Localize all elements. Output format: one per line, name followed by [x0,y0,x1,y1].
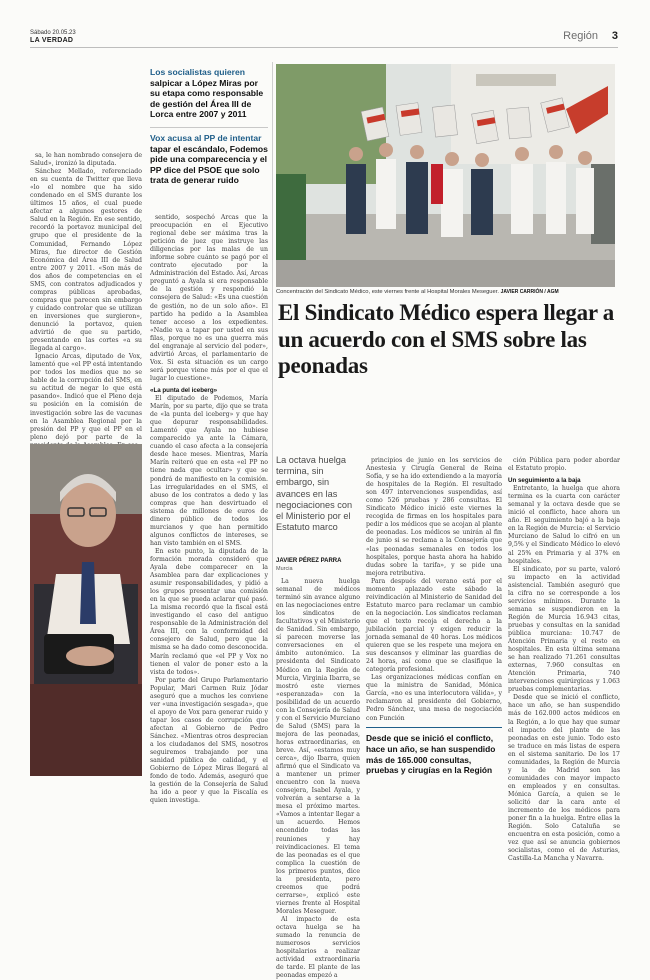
newspaper-brand: LA VERDAD [30,37,74,44]
paragraph: Sánchez Mellado, referenciado en su cuenta de Twitter que lleva «lo el nombre que ha sido condenado en el SMS durante los últimos 15 años, el cual puede afectar a algunos gestores de Salud en la Región. En ese sentido, recordó la portavoz municipal del grupo que el presidente de la Comunidad, Fernando López Miras, fue director de Gestión Económica del Área III de Salud entre 2007 y 2011. «Son más de dos años de competencias en el SMS, con contratos adjudicados y compras públicas aprobadas, compras que parecen sin embargo y cuidado controlar que se utilizan en inversiones que surgieron», denunció la portavoz, quien advirtió de que su partido, presentando en las cortes «a su llegada al cargo». [30,168,142,353]
sidebar-headline-vox: Vox acusa al PP de intentar tapar el escándalo, Fodemos pide una comparecencia y el PP dice del PSOE que solo trata de generar ruido [150,133,268,186]
page-number: 3 [611,30,618,42]
paragraph: La nueva huelga semanal de médicos terminó sin avance alguno en las negociaciones entre los sindicatos de facultativos y el Ministerio de Sanidad. Sin embargo, sí parecen moverse las conversaciones en el ámbito autonómico. La presidenta del Sindicato Médico en la Región de Murcia, Virginia Ibarra, se mostró este viernes «esperanzada» con la posibilidad de un acuerdo con la Consejería de Salud y con el Servicio Murciano de Salud (SMS) para la mejora de las peonadas, horas extraordinarias, en breve. Así, «estamos muy cerca», dijo Ibarra, quien afirmó que el Sindicato va a mantener un primer encuentro con la nueva consejera, Isabel Ayala, y volverán a sentarse a la mesa el próximo martes. «Vamos a intentar llegar a un acuerdo. Hemos encendido todas las reuniones y hay reivindicaciones. El tema de las peonadas es el que complica la cuestión de los primeros puntos, dice la presidenta, pero creemos que podrá cerrarse», explicó este viernes frente al Hospital Morales Meseguer. [276,578,360,915]
article-column-3 [508,457,620,863]
paragraph: Ignacio Arcas, diputado de Vox, lamentó que «el PP está intentando por todos los medios que no se hable de la corrupción del SMS, en su actitud de negar lo que está pasando». Indicó que el Pleno deja su posición en la comisión de investigación sobre las de vacunas en la Asamblea Regional por la presión del PP y que el PP en el pleno dejó por parte de la [30,353,142,441]
body-column-left-2 [150,214,268,844]
paragraph: Entretanto, la huelga que ahora termina es la cuarta con carácter semanal y la octava desde que se inició el conflicto, hace ahora un año. El seguimiento bajó a la baja en la Región de Murcia: el Servicio Murciano de Salud lo cifró en un 9,5% y el Sindicato Médico lo elevó al 25% en Primaria y al 37% en hospitales. [508,485,620,565]
body-column-left [30,152,142,441]
paragraph: El sindicato, por su parte, valoró su impacto en la actividad asistencial. También aseguró que la cifra no se corresponde a los servicios mínimos. Durante la semana se suspendieron en la Región de Murcia 16.943 citas, pruebas y consultas en la sanidad pública murciana: 10.747 de Atención Primaria y el resto en hospitales. En esta última semana se han realizado 71.261 consultas externas, 7.960 consultas en Atención Primaria, 740 intervenciones quirúrgicas y 1.063 pruebas complementarias. [508,565,620,694]
section-name: Región [563,30,598,42]
politician-photo [30,444,142,776]
paragraph: ción Pública para poder abordar el Estatuto propio. [508,457,620,473]
pullquote-rule [366,727,502,728]
article-column-1 [276,578,360,980]
article-lede: La octava huelga termina, sin embargo, sin avances en las negociaciones con el Ministerio por el Estatuto marco [276,455,353,533]
header-rule [30,47,618,48]
subheading: «La punta del iceberg» [150,386,218,394]
paragraph: Al impacto de esta octava huelga se ha sumado la renuncia de numerosos servicios hospitalarios a realizar actividad extraordinaria de tarde. El plante de las peonadas empezó a [276,915,360,980]
subheading: Un seguimiento a la baja [508,477,581,485]
edition-date: Sábado 20.05.23 [30,30,76,36]
column-separator [272,62,273,844]
paragraph: Por parte del Grupo Parlamentario Popular, Mari Carmen Ruiz Jódar aseguró que a muchos les conviene ver «una investigación sesgada», que el apoyo de Vox para generar ruido y tapar los casos de corrupción que afectan al Gobierno de Pedro Sánchez. «Mientras otros desprecian a los ciudadanos del SMS, nosotros seguiremos trabajando por una sanidad pública de calidad, y el Gobierno de López Miras llegará al fondo de todo. Además, aseguró que la gestión de la Consejería de Salud ha ido a peor y que la Fiscalía es quien investiga. [150,676,268,805]
paragraph: principios de junio en los servicios de Anestesia y Cirugía General de Reina Sofía, y se ha ido extendiendo a la mayoría de hospitales de la Región. El resultado son 497 intervenciones suspendidas, así como 526 pruebas y 286 consultas. El Sindicato Médico inició este viernes la recogida de firmas en los hospitales para pedir a los médicos que se acojan al plante de peonadas. Los médicos se unirán al fin de junio si se reclama a la Consejería que «las peonadas semanales en todos los hospitales, porque hasta ahora ha habido dudas sobre la tarifa», y se pide una mejora retributiva. [366,457,502,577]
paragraph: sa, le han nombrado consejera de Salud», ironizó la diputada. [30,152,142,168]
paragraph: sentido, sospechó Arcas que la preocupación en el Ejecutivo regional debe ser máxima tras la petición de juez que instruye las diligencias por las malas de un informe sobre cuánto se pagó por el contrato ejecutado por la Administración del Estado. Así, Arcas preguntó a Ayala si era responsable de la gestión y respondió la consejera de Salud: «Es una cuestión de gestión, no de un solo año». El partido ha pedido a la Asamblea tener acceso a los expedientes. «Nadie va a tapar por usted en sus filas, porque no es una guerra más del engranaje al servicio del poder», advirtió Arcas, el parlamentario de Vox. Si esta situación es un cargo será porque viene más por el que el lugar lo cuestione». [150,214,268,382]
article-place: Murcia [276,566,293,572]
paragraph: Las organizaciones médicas confían en que la ministra de Sanidad, Mónica García, «no es una interlocutora válida», y reclamaron al presidente del Gobierno, Pedro Sánchez, una mesa de negociación con Función [366,674,502,722]
sidebar-divider [150,127,268,128]
photo-caption: Concentración del Sindicato Médico, este viernes frente al Hospital Morales Meseguer. JAVIER CARRIÓN / AGM [276,289,559,295]
paragraph: Para después del verano está por el momento aplazado este sábado la reivindicación al Ministerio de Sanidad del Estatuto marco para reclamar un cambio en la negociación. Los sindicatos reclaman que el texto recoja el derecho a la jubilación parcial y exigen reducir la jornada semanal de 40 horas. Los médicos quieren que se les respete una mejora en sus descansos y eliminar las guardias de 24 horas, así como que se clasifique la categoría profesional. [366,577,502,674]
sidebar-headline-psoe: Los socialistas quieren salpicar a López Miras por su etapa como responsable de gestión del Área III de Lorca entre 2007 y 2011 [150,67,264,120]
article-column-2 [366,457,502,844]
protest-photo [276,64,615,287]
paragraph: En este punto, la diputada de la formación morada consideró que Ayala debe comparecer en la Asamblea para dar explicaciones y asumir responsabilidades, y pidió a los grupos presentar una comisión en la que se pueda aclarar qué pasó. La misma recordó que la fiscal está investigando el caso del antiguo responsable de la Administración del Área III, con la conformidad del consejero de Salud, pero que la misma se ha dado como desconocida. Marín reclamó que «el PP y Vox no tienen el valor de poner esto a la vista de todos». [150,547,268,676]
paragraph: El diputado de Podemos, María Marín, por su parte, dijo que se trata de «la punta del iceberg» y que hay que depurar responsabilidades. Lamentó que Ayala no hubiese comparecido ya ante la Cámara, cuando el caso afecta a la consejería desde hace meses. Mientras, María Marín reiteró que en esta «el PP no tiene nada que ocultar» y que se pondrá de manifiesto en la comisión. Las irregularidades en el SMS, el abuso de los contratos a dedo y las compras que han desvirtuado el sistema de millones de euros de dinero público de todos los murcianos y que han permitido algunos conflictos de intereses, se han visto también en el SMS. [150,395,268,547]
article-byline: JAVIER PÉREZ PARRA [276,558,342,564]
article-headline: El Sindicato Médico espera llegar a un acuerdo con el SMS sobre las peonadas [278,300,614,378]
paragraph: Desde que se inició el conflicto, hace un año, se han suspendido más de 162.000 actos médicos en la Región, a lo que hay que sumar el impacto del plante de las peonadas en este junio. Todo esto se traduce en más listas de espera en el sistema sanitario. De los 17 comunidades, la Región de Murcia y la de Madrid son las comunidades con mayor impacto en empleados y en consultas. Mónica García, a quien se le solicitó dar la cara ante el incremento de los médicos para poner fin a la huelga. Entre ellas la Región. Solo Cataluña se encuentra en esta posición, como a vez que así se anuncia gobiernos socialistas, como el de Asturias, Castilla-La Mancha y Navarra. [508,694,620,863]
pullquote: Desde que se inició el conflicto, hace un año, se han suspendido más de 165.000 consultas, pruebas y cirugías en la Región [366,731,502,776]
